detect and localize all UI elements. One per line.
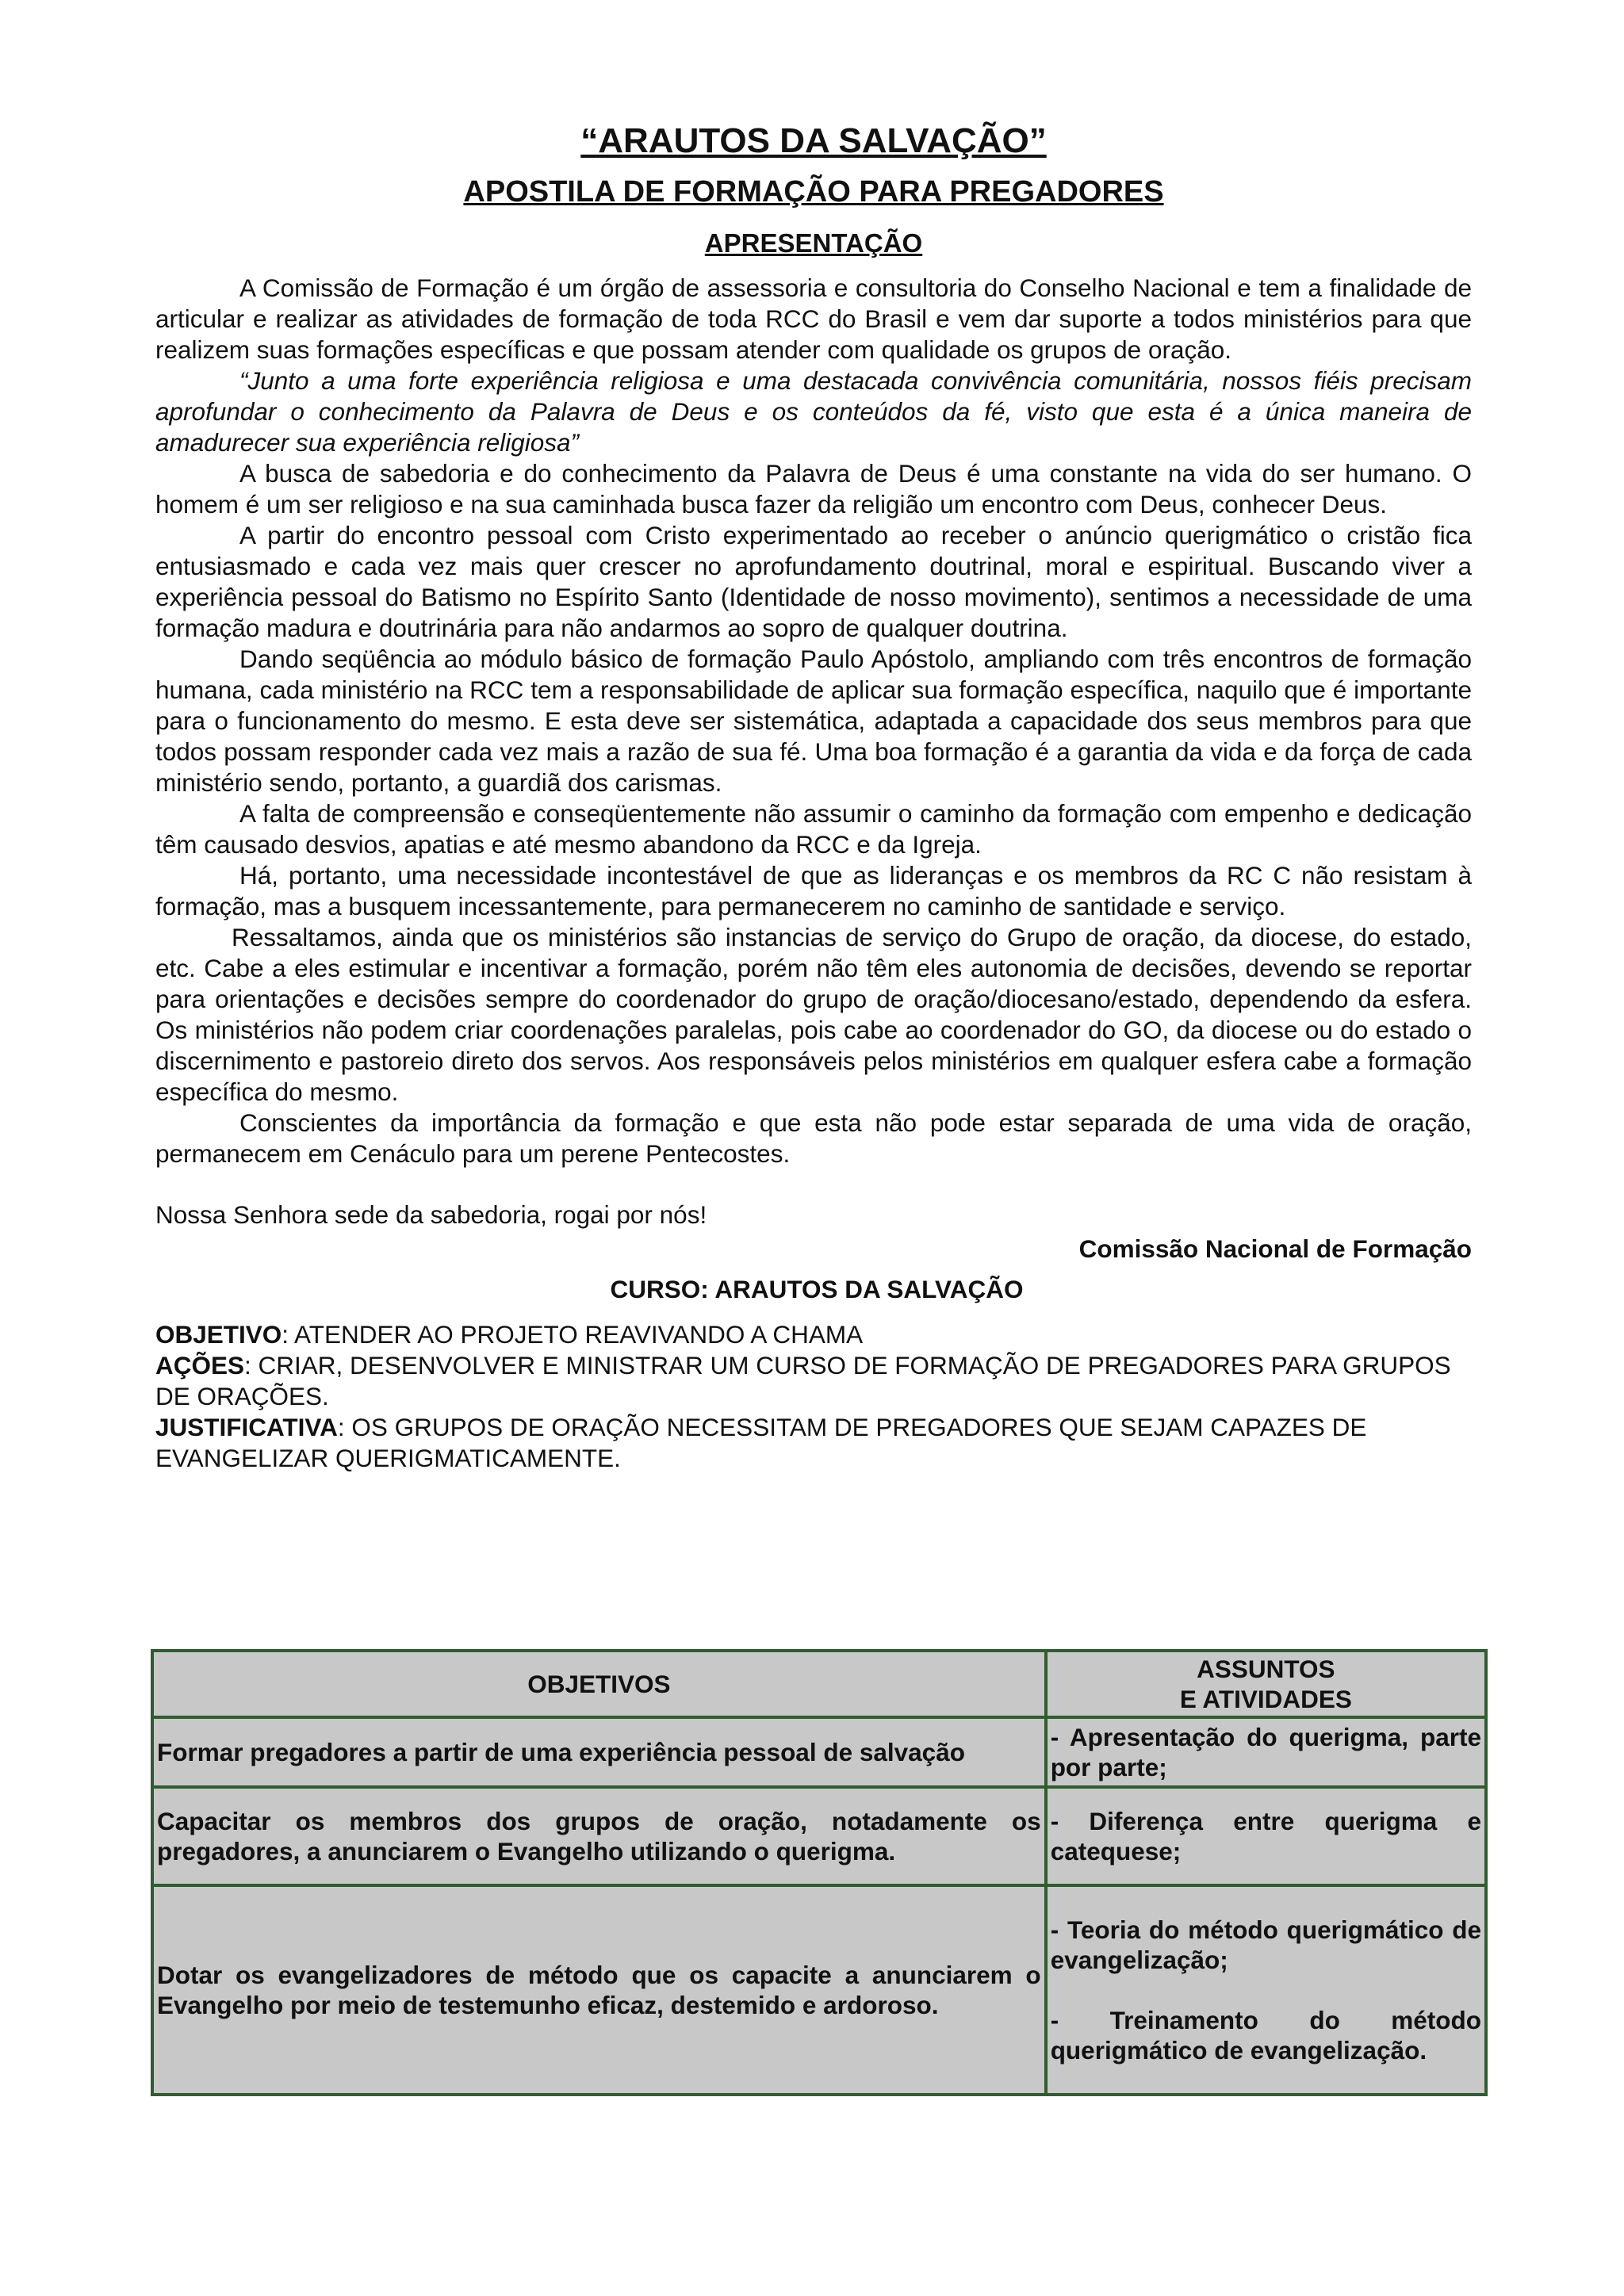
acoes-text: : CRIAR, DESENVOLVER E MINISTRAR UM CURSO DE FORMAÇÃO DE PREGADORES PARA GRUPOS DE ORAÇÕES.	[155, 1351, 1451, 1410]
header-objetivos-label: OBJETIVOS	[527, 1670, 671, 1698]
atividade-item: - Diferença entre querigma e catequese;	[1050, 1807, 1481, 1866]
acoes-label: AÇÕES	[155, 1351, 245, 1380]
header-objetivos	[152, 1651, 1046, 1717]
atividade-item: - Apresentação do querigma, parte por parte;	[1050, 1723, 1481, 1781]
justificativa-label: JUSTIFICATIVA	[155, 1413, 338, 1441]
table-row	[152, 1885, 1486, 2095]
objetivo-cell: Capacitar os membros dos grupos de oração, notadamente os pregadores, a anunciarem o Evangelho utilizando o querigma.	[152, 1787, 1046, 1885]
paragraph: A partir do encontro pessoal com Cristo experimentado ao receber o anúncio querigmático o cristão fica entusiasmado e cada vez mais quer crescer no aprofundamento doutrinal, moral e espiritual. Buscando viver a experiência pessoal do Batismo no Espírito Santo (Identidade de nosso movimento), sentimos a necessidade de uma formação madura e doutrinária para não andarmos ao sopro de qualquer doutrina.	[155, 521, 1472, 642]
atividade-cell	[1046, 1885, 1486, 2095]
objectives-table	[151, 1649, 1488, 2096]
paragraph: Conscientes da importância da formação e que esta não pode estar separada de uma vida de oração, permanecem em Cenáculo para um perene Pentecostes.	[155, 1108, 1472, 1168]
closing-prayer: Nossa Senhora sede da sabedoria, rogai por nós!	[155, 1200, 707, 1229]
justificativa-text: : OS GRUPOS DE ORAÇÃO NECESSITAM DE PREGADORES QUE SEJAM CAPAZES DE EVANGELIZAR QUERIGMATICAMENTE.	[155, 1413, 1367, 1472]
course-specs	[155, 1319, 1472, 1474]
signature: Comissão Nacional de Formação	[1078, 1234, 1472, 1263]
objetivo-cell: Dotar os evangelizadores de método que os capacite a anunciarem o Evangelho por meio de testemunho eficaz, destemido e ardoroso.	[152, 1885, 1046, 2095]
paragraph: Ressaltamos, ainda que os ministérios são instancias de serviço do Grupo de oração, da diocese, do estado, etc. Cabe a eles estimular e incentivar a formação, porém não têm eles autonomia de decisões, devendo se reportar para orientações e decisões sempre do coordenador do grupo de oração/diocesano/estado, dependendo da esfera. Os ministérios não podem criar coordenações paralelas, pois cabe ao coordenador do GO, da diocese ou do estado o discernimento e pastoreio direto dos servos. Aos responsáveis pelos ministérios em qualquer esfera cabe a formação específica do mesmo.	[155, 923, 1472, 1106]
spacer	[1051, 1975, 1481, 2005]
objetivo-cell: Formar pregadores a partir de uma experiência pessoal de salvação	[152, 1717, 1046, 1787]
paragraph: A falta de compreensão e conseqüentemente não assumir o caminho da formação com empenho e dedicação têm causado desvios, apatias e até mesmo abandono da RCC e da Igreja.	[155, 799, 1472, 859]
atividade-item: - Teoria do método querigmático de evangelização;	[1050, 1915, 1481, 1974]
header-assuntos-line2: E ATIVIDADES	[1179, 1685, 1352, 1713]
table-row	[152, 1787, 1486, 1885]
atividade-cell	[1046, 1717, 1486, 1787]
objetivo-label: OBJETIVO	[155, 1320, 282, 1349]
objetivo-text: : ATENDER AO PROJETO REAVIVANDO A CHAMA	[282, 1320, 864, 1349]
document-subtitle: APOSTILA DE FORMAÇÃO PARA PREGADORES	[463, 175, 1164, 209]
paragraph: A Comissão de Formação é um órgão de assessoria e consultoria do Conselho Nacional e tem a finalidade de articular e realizar as atividades de formação de toda RCC do Brasil e vem dar suporte a todos ministérios para que realizem suas formações específicas e que possam atender com qualidade os grupos de oração.	[155, 274, 1472, 364]
section-heading: APRESENTAÇÃO	[704, 228, 923, 258]
document-page	[155, 119, 1472, 1474]
course-title: CURSO: ARAUTOS DA SALVAÇÃO	[610, 1275, 1024, 1303]
header-assuntos-line1: ASSUNTOS	[1197, 1655, 1335, 1683]
objetivo-line	[155, 1319, 1472, 1350]
header-assuntos	[1046, 1651, 1486, 1717]
acoes-line	[155, 1350, 1472, 1412]
quote-paragraph: “Junto a uma forte experiência religiosa e uma destacada convivência comunitária, nossos fiéis precisam aprofundar o conhecimento da Palavra de Deus e os conteúdos da fé, visto que esta é a única maneira de amadurecer sua experiência religiosa”	[155, 366, 1472, 457]
document-title: “ARAUTOS DA SALVAÇÃO”	[580, 121, 1047, 160]
paragraph: Há, portanto, uma necessidade incontestável de que as lideranças e os membros da RC C não resistam à formação, mas a busquem incessantemente, para permanecerem no caminho de santidade e serviço.	[155, 861, 1472, 920]
atividade-item: - Treinamento do método querigmático de evangelização.	[1050, 2006, 1481, 2064]
atividade-cell	[1046, 1787, 1486, 1885]
paragraph: A busca de sabedoria e do conhecimento da Palavra de Deus é uma constante na vida do ser humano. O homem é um ser religioso e na sua caminhada busca fazer da religião um encontro com Deus, conhecer Deus.	[155, 459, 1472, 519]
table-row	[152, 1717, 1486, 1787]
justificativa-line	[155, 1412, 1472, 1474]
paragraph: Dando seqüência ao módulo básico de formação Paulo Apóstolo, ampliando com três encontros de formação humana, cada ministério na RCC tem a responsabilidade de aplicar sua formação específica, naquilo que é importante para o funcionamento do mesmo. E esta deve ser sistemática, adaptada a capacidade dos seus membros para que todos possam responder cada vez mais a razão de sua fé. Uma boa formação é a garantia da vida e da força de cada ministério sendo, portanto, a guardiã dos carismas.	[155, 645, 1472, 797]
table-header-row	[152, 1651, 1486, 1717]
presentation-body	[155, 273, 1472, 1169]
